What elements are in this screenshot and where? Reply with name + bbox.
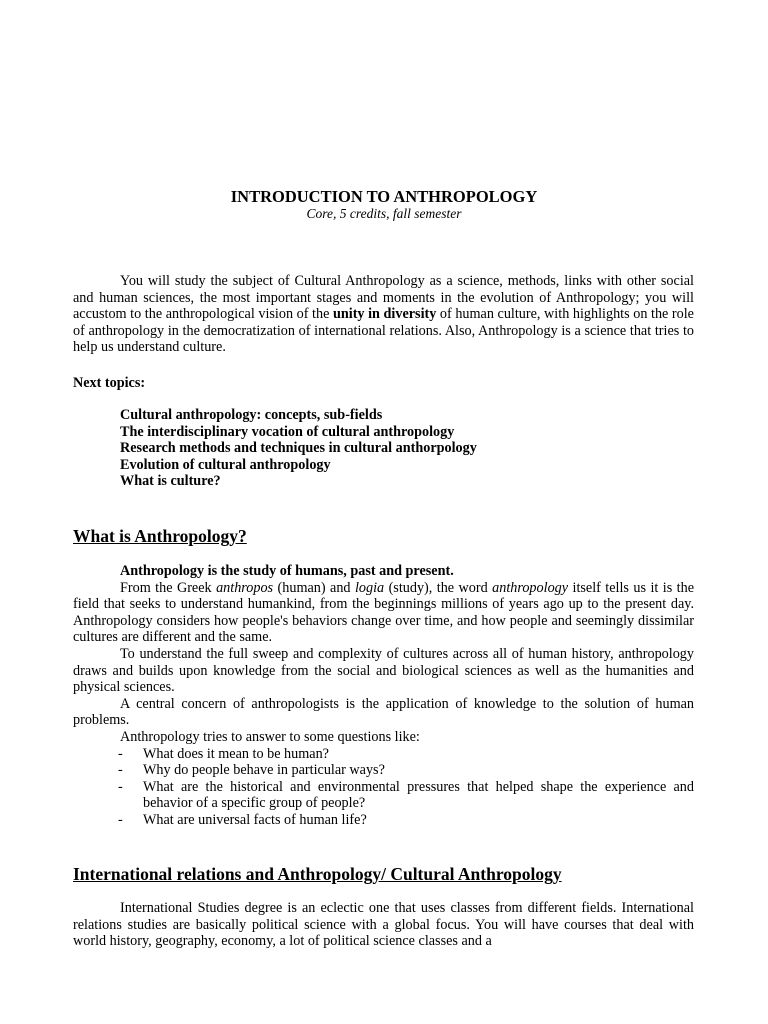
international-studies-paragraph: International Studies degree is an eclectic one that uses classes from different fields. International relations studies are basically political science with a global focus. You will have courses that deal with world history, geography, economy, a lot of political science classes and a bbox=[73, 900, 694, 950]
intro-paragraph bbox=[73, 273, 694, 356]
italic-term: logia bbox=[354, 579, 385, 596]
question-text: What are universal facts of human life? bbox=[143, 811, 367, 828]
questions-intro: Anthropology tries to answer to some questions like: bbox=[120, 728, 420, 745]
italic-term: anthropology bbox=[492, 579, 569, 596]
topic-item: Cultural anthropology: concepts, sub-fields bbox=[120, 407, 383, 423]
question-item bbox=[73, 812, 694, 829]
international-relations-section bbox=[73, 900, 694, 950]
topic-item: Evolution of cultural anthropology bbox=[120, 456, 331, 473]
intro-text-end: of human culture, with highlights on the role of anthropology in the democratization of international relations. Also, Anthropology is a science that tries to help us understand culture. bbox=[73, 306, 694, 356]
intro-bold-phrase: unity in diversity bbox=[332, 306, 437, 323]
section-heading-what-is-anthropology: What is Anthropology? bbox=[73, 526, 247, 546]
question-text: Why do people behave in particular ways? bbox=[143, 762, 385, 779]
bullet-dash: - bbox=[118, 745, 123, 762]
italic-term: anthropos bbox=[216, 579, 274, 596]
section-heading-international-relations: International relations and Anthropology/ Cultural Anthropology bbox=[73, 864, 562, 884]
question-item bbox=[73, 779, 694, 812]
question-text: What does it mean to be human? bbox=[143, 745, 329, 762]
greek-origin-paragraph bbox=[73, 580, 694, 646]
next-topics-label: Next topics: bbox=[73, 375, 146, 391]
question-item bbox=[73, 746, 694, 763]
section-lead: Anthropology is the study of humans, past and present. bbox=[120, 563, 454, 579]
document-title: INTRODUCTION TO ANTHROPOLOGY bbox=[230, 187, 538, 206]
bullet-dash: - bbox=[118, 762, 123, 779]
topic-item: What is culture? bbox=[120, 473, 221, 490]
bullet-dash: - bbox=[118, 811, 123, 828]
text-run: From the Greek bbox=[120, 579, 217, 596]
bullet-dash: - bbox=[118, 778, 123, 795]
text-run: (study), the word bbox=[384, 579, 493, 596]
topic-item: The interdisciplinary vocation of cultural anthropology bbox=[120, 423, 455, 440]
next-topics-list bbox=[120, 407, 680, 490]
document-subtitle: Core, 5 credits, fall semester bbox=[306, 206, 462, 221]
question-text: What are the historical and environmental pressures that helped shape the experience and behavior of a specific group of people? bbox=[143, 778, 694, 812]
central-concern-paragraph: A central concern of anthropologists is the application of knowledge to the solution of human problems. bbox=[73, 695, 694, 729]
question-item bbox=[73, 762, 694, 779]
text-run: itself tells us it is the field that seeks to understand humankind, from the beginnings millions of years ago up to the present day. Anthropology considers how people's behaviors change over time, and how people and seemingly dissimilar cultures are different and the same. bbox=[73, 579, 694, 646]
complexity-paragraph: To understand the full sweep and complexity of cultures across all of human history, anthropology draws and builds upon knowledge from the social and biological sciences as well as the humanities and physical sciences. bbox=[73, 645, 694, 696]
topic-item: Research methods and techniques in cultural anthorpology bbox=[120, 440, 477, 457]
questions-list bbox=[73, 746, 694, 829]
what-is-anthropology-section bbox=[73, 563, 694, 829]
intro-text-start: You will study the subject of Cultural Anthropology as a science, methods, links with other social and human sciences, the most important stages and moments in the evolution of Anthropology; you will accustom to the anthropological vision of the bbox=[73, 273, 694, 323]
text-run: (human) and bbox=[273, 579, 355, 596]
